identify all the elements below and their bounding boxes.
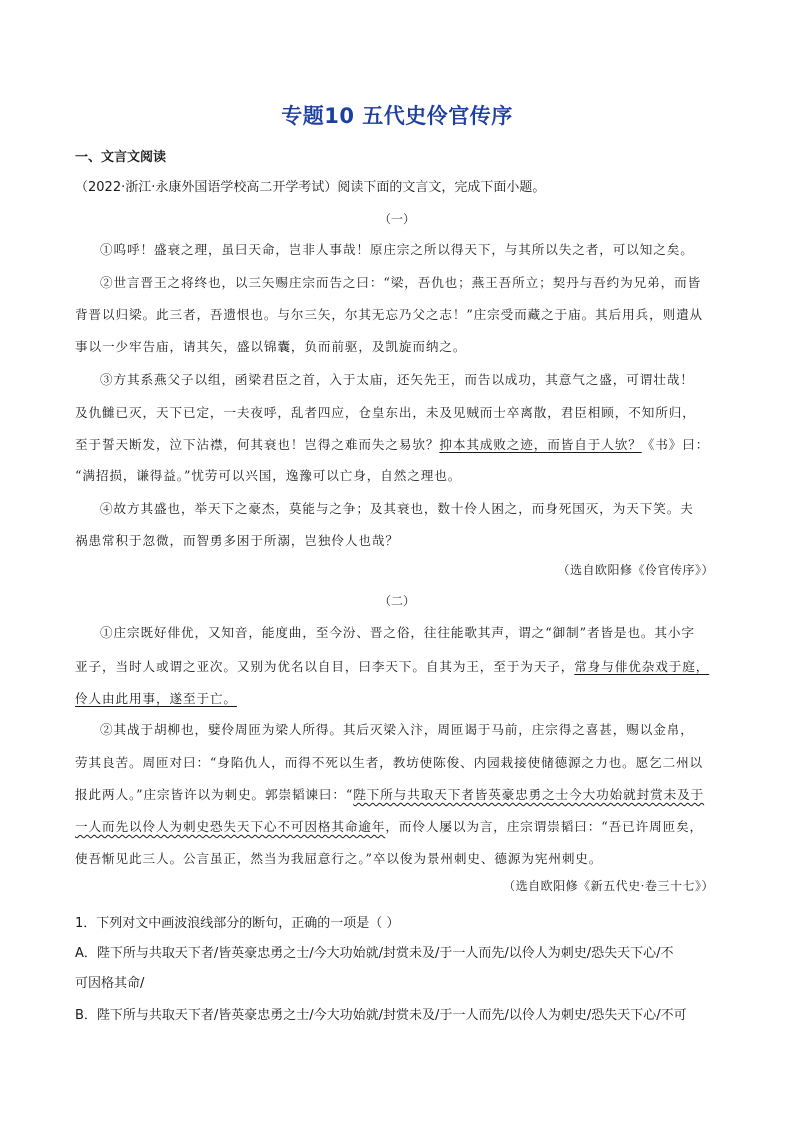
part2-p1-line2 xyxy=(75,656,735,675)
part1-p2-line3: 事以一少牢告庙，请其矢，盛以锦囊，负而前驱，及凯旋而纳之。 xyxy=(75,339,467,354)
option-a-line2: 可因格其命/ xyxy=(75,976,145,991)
part1-p3-line2: 及仇雠已灭，天下已定，一夫夜呼，乱者四应，仓皇东出，未及见贼而士卒离散，君臣相顾，不知所归， xyxy=(75,405,696,420)
wavy-underlined-passage: 一人而先以伶人为刺史恐失天下心不可因格其命逾年 xyxy=(75,819,386,834)
part1-p3-line3-tail: 《书》曰： xyxy=(641,437,710,452)
part1-p4-line2: 祸患常积于忽微，而智勇多困于所溺，岂独伶人也哉？ xyxy=(75,533,399,548)
part1-paragraph1: ①呜呼！盛衰之理，虽曰天命，岂非人事哉！原庄宗之所以得天下，与其所以失之者，可以知之矣。 xyxy=(100,242,694,257)
intro-text: （2022·浙江·永康外国语学校高二开学考试）阅读下面的文言文，完成下面小题。 xyxy=(75,180,546,195)
underlined-sentence: 常身与俳优杂戏于庭， xyxy=(574,659,710,674)
page-title: 专题10 五代史伶官传序 xyxy=(281,104,513,128)
part2-p2-line3 xyxy=(75,784,735,803)
part2-label: （二） xyxy=(378,594,415,608)
option-a-line1: A．陛下所与共取天下者/皆英豪忠勇之士/今大功始就/封赏未及/于一人而先/以伶人为刺史/恐失天下心/不 xyxy=(75,946,674,961)
part1-p3-line1: ③方其系燕父子以组，函梁君臣之首，入于太庙，还矢先王，而告以成功，其意气之盛，可谓壮哉！ xyxy=(100,372,694,387)
part2-p2-line4-text: ，而伶人屡以为言，庄宗谓崇韬曰：“吾已许周匝矣， xyxy=(385,819,704,834)
part1-p3-line3 xyxy=(75,434,735,453)
part2-p2-line1: ②其战于胡柳也，嬖伶周匝为梁人所得。其后灭梁入汴，周匝谒于马前，庄宗得之喜甚，赐以金帛， xyxy=(100,722,694,737)
section-heading: 一、文言文阅读 xyxy=(75,150,167,165)
part2-source: （选自欧阳修《新五代史·卷三十七》） xyxy=(503,879,714,893)
part2-p1-line3 xyxy=(75,688,735,707)
part1-p3-line3-text: 至于誓天断发，泣下沾襟，何其衰也！岂得之难而失之易欤？ xyxy=(75,437,440,452)
part1-p4-line1: ④故方其盛也，举天下之豪杰，莫能与之争；及其衰也，数十伶人困之，而身死国灭，为天下笑。夫 xyxy=(100,501,694,516)
part1-source: （选自欧阳修《伶官传序》） xyxy=(557,563,714,577)
part2-p2-line2: 劳其良苦。周匝对曰：“身陷仇人，而得不死以生者，教坊使陈俊、内园栽接使储德源之力也。愿乞二州以 xyxy=(75,755,704,770)
underlined-sentence: 伶人由此用事，遂至于亡。 xyxy=(75,691,237,706)
part1-p2-line2: 背晋以归梁。此三者，吾遗恨也。与尔三矢，尔其无忘乃父之志！”庄宗受而藏之于庙。其后用兵，则遣从 xyxy=(75,307,704,322)
wavy-underlined-passage: 陛下所与共取天下者皆英豪忠勇之士今大功始就封赏未及于 xyxy=(353,787,705,802)
part2-p2-line5: 使吾惭见此三人。公言虽正，然当为我屈意行之。”卒以俊为景州刺史、德源为宪州刺史。 xyxy=(75,851,603,866)
part1-p3-line4: “满招损，谦得益。”忧劳可以兴国，逸豫可以亡身，自然之理也。 xyxy=(75,468,462,483)
question-stem: 1．下列对文中画波浪线部分的断句，正确的一项是（ ） xyxy=(75,916,400,931)
part2-p2-line3-text: 报此两人。”庄宗皆许以为刺史。郭崇韬谏曰：“ xyxy=(75,787,354,802)
part2-p1-line1: ①庄宗既好俳优，又知音，能度曲，至今汾、晋之俗，往往能歌其声，谓之“御制”者皆是也。其小字 xyxy=(100,625,695,640)
part1-p2-line1: ②世言晋王之将终也，以三矢赐庄宗而告之曰：“梁，吾仇也；燕王吾所立；契丹与吾约为兄弟，而皆 xyxy=(100,275,702,290)
part2-p2-line4 xyxy=(75,816,735,835)
option-b-line1: B．陛下所与共取天下者/皆英豪忠勇之士/今大功始就/封赏未及/于一人而先/以伶人为刺史/恐失天下心/不可 xyxy=(75,1008,687,1023)
part2-p1-line2-text: 亚子，当时人或谓之亚次。又别为优名以自目，曰李天下。自其为王，至于为天子， xyxy=(75,659,575,674)
part1-label: （一） xyxy=(378,212,415,226)
underlined-sentence: 抑本其成败之迹，而皆自于人欤？ xyxy=(439,437,642,452)
